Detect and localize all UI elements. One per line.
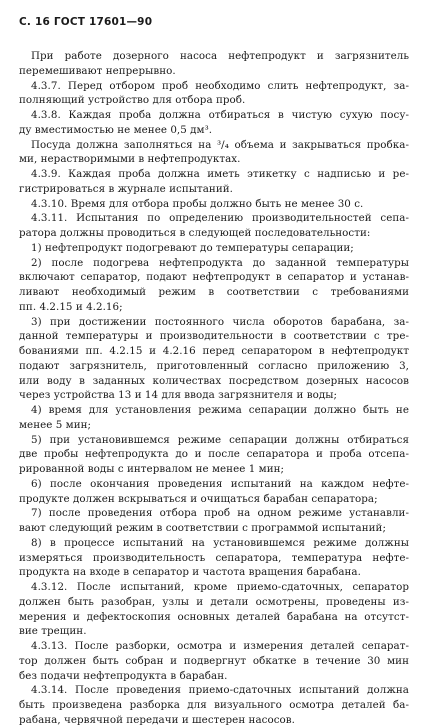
text-line: Посуда должна заполняться на ³/₄ объема и закрываться пробка-: [31, 138, 409, 151]
text-line: 4.3.9. Каждая проба должна иметь этикетку с надписью и ре-: [31, 168, 409, 180]
page-header: С. 16 ГОСТ 17601—90: [19, 16, 153, 28]
text-line: рированной воды с интервалом не менее 1 мин;: [19, 463, 285, 475]
text-line: продукте должен вскрываться и очищаться барабан сепаратора;: [19, 492, 378, 505]
text-line: вие трещин.: [19, 625, 87, 638]
text-line: 4.3.8. Каждая проба должна отбираться в чистую сухую посу-: [31, 109, 409, 121]
text-line: перемешивают непрерывно.: [19, 64, 176, 77]
text-line: ду вместимостью не менее 0,5 дм³.: [19, 123, 213, 136]
text-line: ми, нерастворимыми в нефтепродуктах.: [19, 153, 241, 166]
text-line: пп. 4.2.15 и 4.2.16;: [19, 300, 123, 313]
text-line: менее 5 мин;: [19, 418, 92, 431]
text-line: измеряться производительность сепаратора, температура нефте-: [19, 551, 409, 564]
text-line: без подачи нефтепродукта в барабан.: [19, 669, 228, 682]
text-line: мерения и дефектоскопия основных деталей барабана на отсутст-: [19, 610, 409, 623]
text-line: включают сепаратор, подают нефтепродукт в сепаратор и устанав-: [19, 271, 409, 284]
text-line: бованиями пп. 4.2.15 и 4.2.16 перед сепаратором в нефтепродукт: [19, 345, 409, 357]
text-line: 2) после подогрева нефтепродукта до заданной температуры: [31, 256, 409, 269]
text-line: 4.3.12. После испытаний, кроме приемо-сдаточных, сепаратор: [31, 581, 409, 593]
text-line: ливают необходимый режим в соответствии с требованиями: [19, 286, 409, 298]
text-line: две пробы нефтепродукта до и после сепаратора и проба отсепа-: [19, 448, 409, 461]
text-line: 4) время для установления режима сепарации должно быть не: [31, 404, 409, 416]
text-line: ратора должны проводиться в следующей последовательности:: [19, 227, 371, 239]
text-line: 4.3.7. Перед отбором проб необходимо слить нефтепродукт, за-: [31, 79, 409, 92]
text-line: должен быть разобран, узлы и детали осмотрены, проведены из-: [19, 595, 409, 608]
body-text: [19, 49, 409, 728]
text-line: быть произведена разборка для визуального осмотра деталей ба-: [19, 699, 409, 711]
text-line: рабана, червячной передачи и шестерен насосов.: [19, 713, 295, 726]
text-line: вают следующий режим в соответствии с программой испытаний;: [19, 522, 386, 534]
text-line: 6) после окончания проведения испытаний на каждом нефте-: [31, 477, 409, 490]
text-line: данной температуры и производительности в соответствии с тре-: [19, 330, 409, 343]
text-line: 7) после проведения отбора проб на одном режиме устанавли-: [31, 507, 409, 520]
text-line: 4.3.13. После разборки, осмотра и измерения деталей сепарат-: [31, 640, 409, 652]
text-line: 1) нефтепродукт подогревают до температуры сепарации;: [31, 241, 354, 254]
text-line: тор должен быть собран и подвергнут обкатке в течение 30 мин: [19, 654, 409, 667]
text-line: полняющий устройство для отбора проб.: [19, 94, 246, 107]
text-line: 4.3.14. После проведения приемо-сдаточных испытаний должна: [31, 684, 409, 697]
text-line: или воду в заданных количествах посредством дозерных насосов: [19, 374, 409, 387]
text-line: гистрироваться в журнале испытаний.: [19, 182, 233, 195]
text-line: через устройства 13 и 14 для ввода загрязнителя и воды;: [19, 389, 337, 402]
text-line: подают загрязнитель, приготовленный согласно приложению 3,: [19, 359, 409, 372]
text-line: При работе дозерного насоса нефтепродукт и загрязнитель: [31, 50, 409, 62]
text-line: продукта на входе в сепаратор и частота вращения барабана.: [19, 566, 361, 579]
text-line: 4.3.10. Время для отбора пробы должно быть не менее 30 с.: [31, 197, 364, 210]
text-line: 5) при установившемся режиме сепарации должны отбираться: [31, 433, 409, 446]
text-line: 3) при достижении постоянного числа оборотов барабана, за-: [31, 315, 409, 328]
text-line: 4.3.11. Испытания по определению производительностей сепа-: [31, 212, 409, 225]
text-line: 8) в процессе испытаний на установившемся режиме должны: [31, 536, 409, 549]
